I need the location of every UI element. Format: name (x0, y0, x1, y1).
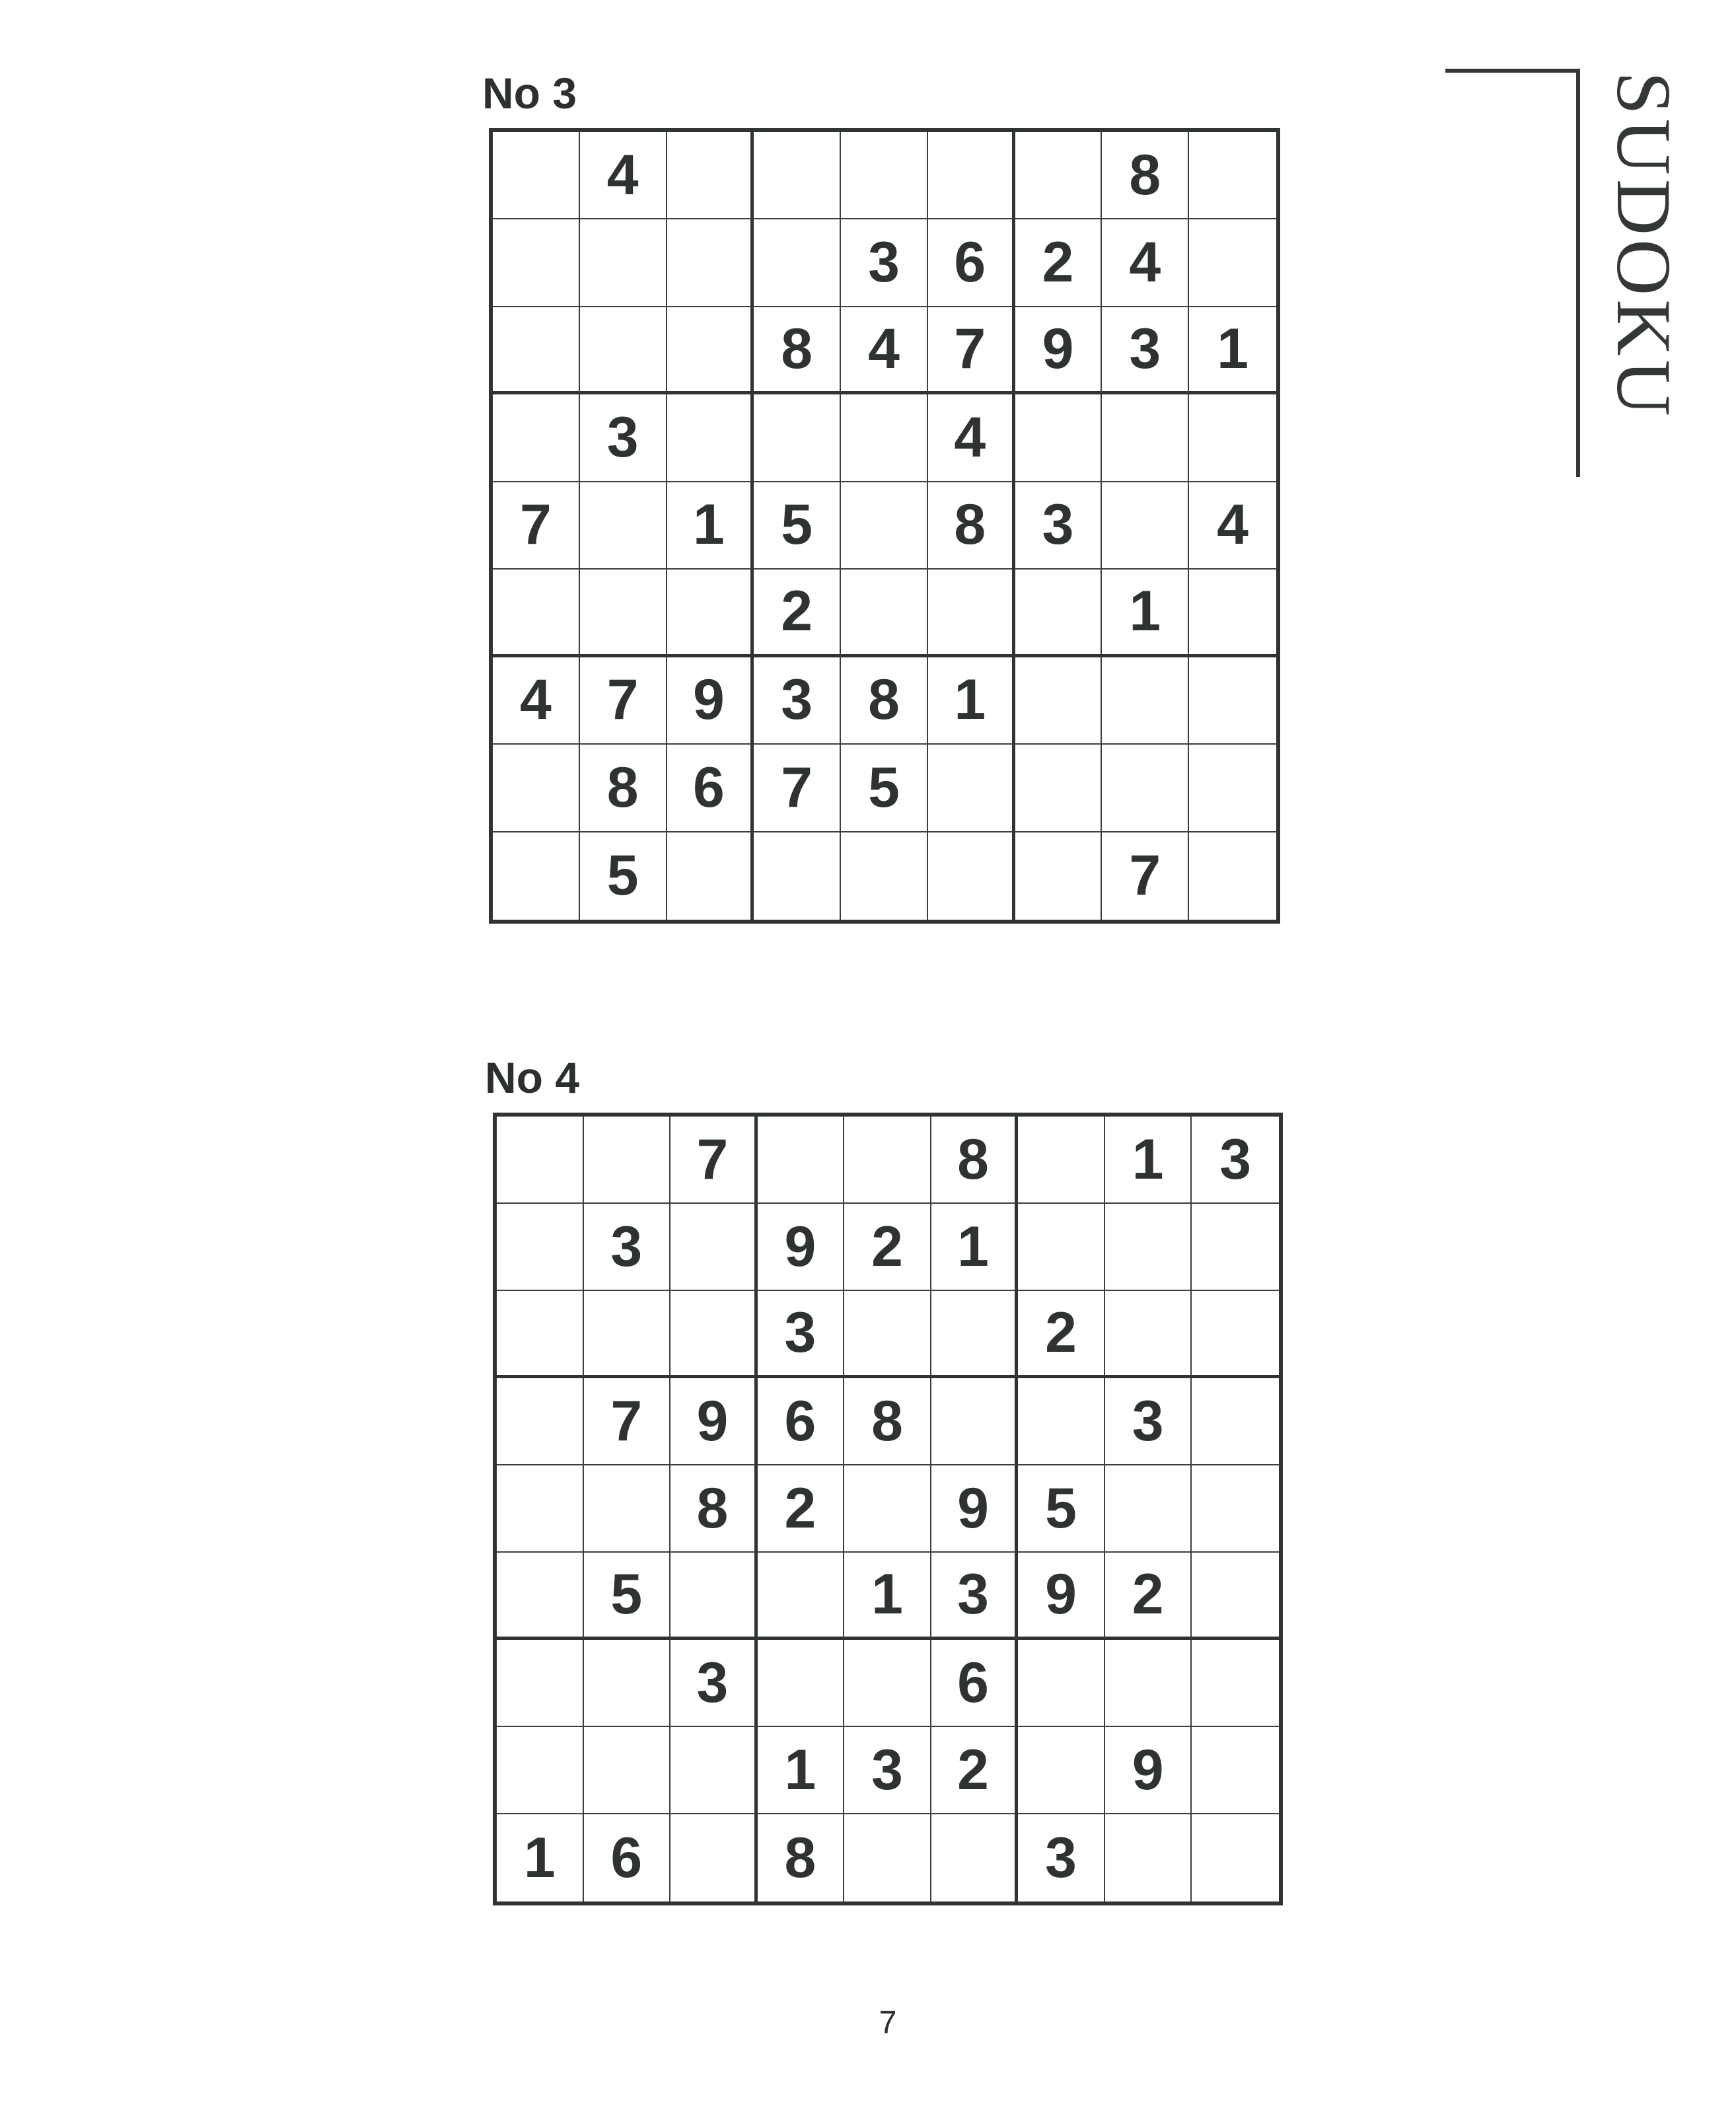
sudoku-cell: 1 (1105, 1117, 1192, 1204)
sudoku-cell: 9 (1018, 1553, 1105, 1640)
sudoku-cell: 8 (580, 745, 667, 832)
sudoku-cell (493, 132, 580, 219)
sudoku-cell: 3 (844, 1727, 931, 1814)
sudoku-cell (1018, 1378, 1105, 1465)
sudoku-cell (1018, 1117, 1105, 1204)
sudoku-cell (493, 394, 580, 482)
sudoku-cell (1102, 482, 1189, 570)
sudoku-cell (841, 132, 928, 219)
sudoku-cell (844, 1640, 931, 1727)
sudoku-cell (584, 1117, 671, 1204)
sudoku-cell: 3 (670, 1640, 758, 1727)
sudoku-cell: 3 (841, 219, 928, 307)
sudoku-cell (1105, 1204, 1192, 1291)
sudoku-cell (497, 1291, 584, 1378)
sudoku-cell (931, 1291, 1019, 1378)
sudoku-cell (497, 1117, 584, 1204)
sudoku-cell: 5 (754, 482, 841, 570)
sudoku-cell: 8 (1102, 132, 1189, 219)
sudoku-cell (844, 1291, 931, 1378)
sudoku-cell (1015, 394, 1103, 482)
sudoku-cell (1192, 1204, 1279, 1291)
sudoku-cell: 5 (584, 1553, 671, 1640)
sudoku-cell (497, 1378, 584, 1465)
sudoku-cell: 9 (670, 1378, 758, 1465)
sudoku-cell (580, 570, 667, 657)
sudoku-cell: 6 (931, 1640, 1019, 1727)
sudoku-cell (1018, 1204, 1105, 1291)
sudoku-cell (754, 394, 841, 482)
sudoku-cell (493, 745, 580, 832)
sudoku-cell: 2 (931, 1727, 1019, 1814)
sudoku-cell (667, 132, 754, 219)
sudoku-cell: 7 (493, 482, 580, 570)
sudoku-cell (841, 482, 928, 570)
sudoku-cell: 8 (844, 1378, 931, 1465)
sudoku-cell: 3 (758, 1291, 845, 1378)
sudoku-cell: 9 (1105, 1727, 1192, 1814)
sudoku-cell (667, 394, 754, 482)
sudoku-cell (1018, 1727, 1105, 1814)
sudoku-cell: 9 (931, 1465, 1019, 1553)
sudoku-cell (1102, 745, 1189, 832)
sudoku-cell (1015, 570, 1103, 657)
sudoku-cell (497, 1640, 584, 1727)
sudoku-cell (497, 1204, 584, 1291)
sudoku-cell (1015, 657, 1103, 745)
sudoku-cell (497, 1465, 584, 1553)
sudoku-cell (670, 1814, 758, 1901)
sudoku-cell (931, 1814, 1019, 1901)
sudoku-cell (1189, 219, 1276, 307)
sudoku-cell (844, 1465, 931, 1553)
sudoku-cell: 3 (1018, 1814, 1105, 1901)
sudoku-cell: 6 (667, 745, 754, 832)
sudoku-cell: 2 (758, 1465, 845, 1553)
brand-frame-vertical-line (1576, 69, 1580, 477)
sudoku-cell (1105, 1465, 1192, 1553)
sudoku-cell (1105, 1814, 1192, 1901)
sudoku-cell (1105, 1291, 1192, 1378)
sudoku-cell (1015, 745, 1103, 832)
sudoku-cell: 3 (580, 394, 667, 482)
sudoku-cell: 3 (1192, 1117, 1279, 1204)
sudoku-cell (670, 1204, 758, 1291)
sudoku-cell (841, 570, 928, 657)
sudoku-cell: 8 (758, 1814, 845, 1901)
sudoku-cell: 7 (754, 745, 841, 832)
sudoku-cell (758, 1117, 845, 1204)
sudoku-cell: 8 (928, 482, 1015, 570)
sudoku-cell (931, 1378, 1019, 1465)
sudoku-cell (584, 1465, 671, 1553)
sudoku-cell (667, 832, 754, 920)
sudoku-cell: 7 (584, 1378, 671, 1465)
sudoku-cell: 2 (1015, 219, 1103, 307)
puzzle-4-grid (493, 1113, 1283, 1905)
sudoku-cell (1102, 657, 1189, 745)
sudoku-cell (1192, 1465, 1279, 1553)
sudoku-cell: 1 (758, 1727, 845, 1814)
sudoku-cell: 2 (844, 1204, 931, 1291)
sudoku-cell: 8 (841, 657, 928, 745)
sudoku-cell (670, 1553, 758, 1640)
sudoku-cell: 3 (931, 1553, 1019, 1640)
sudoku-cell (841, 394, 928, 482)
sudoku-cell (1189, 745, 1276, 832)
sudoku-cell (497, 1727, 584, 1814)
sudoku-cell (667, 570, 754, 657)
sudoku-cell (841, 832, 928, 920)
sudoku-cell: 8 (754, 307, 841, 394)
sudoku-cell: 7 (670, 1117, 758, 1204)
sudoku-cell (580, 307, 667, 394)
sudoku-cell (1189, 132, 1276, 219)
sudoku-cell (670, 1291, 758, 1378)
sudoku-cell: 3 (754, 657, 841, 745)
sudoku-cell (1192, 1640, 1279, 1727)
sudoku-cell: 1 (928, 657, 1015, 745)
sudoku-cell (1192, 1378, 1279, 1465)
sudoku-cell (497, 1553, 584, 1640)
sudoku-cell (493, 832, 580, 920)
sudoku-cell: 4 (1102, 219, 1189, 307)
sudoku-cell: 2 (1105, 1553, 1192, 1640)
sudoku-cell: 5 (1018, 1465, 1105, 1553)
sudoku-cell (493, 570, 580, 657)
sudoku-cell (1192, 1727, 1279, 1814)
sudoku-cell (584, 1727, 671, 1814)
sudoku-cell (584, 1640, 671, 1727)
sudoku-cell: 7 (928, 307, 1015, 394)
sudoku-cell (754, 832, 841, 920)
sudoku-cell: 4 (493, 657, 580, 745)
sudoku-cell (670, 1727, 758, 1814)
sudoku-cell: 4 (1189, 482, 1276, 570)
sudoku-cell: 9 (758, 1204, 845, 1291)
puzzle-3-grid (489, 128, 1280, 924)
sudoku-cell (844, 1814, 931, 1901)
sudoku-cell: 6 (928, 219, 1015, 307)
sudoku-cell: 2 (754, 570, 841, 657)
sudoku-cell (580, 482, 667, 570)
page-number: 7 (879, 2005, 897, 2040)
sudoku-cell (667, 307, 754, 394)
sudoku-cell: 8 (931, 1117, 1019, 1204)
sudoku-cell (1015, 832, 1103, 920)
sudoku-cell (754, 219, 841, 307)
sudoku-cell: 8 (670, 1465, 758, 1553)
sudoku-cell (580, 219, 667, 307)
sudoku-cell: 5 (841, 745, 928, 832)
sudoku-cell: 3 (1102, 307, 1189, 394)
sudoku-cell (1189, 657, 1276, 745)
sudoku-cell (493, 219, 580, 307)
sudoku-cell (844, 1117, 931, 1204)
sudoku-cell (1192, 1814, 1279, 1901)
sudoku-cell (493, 307, 580, 394)
sudoku-cell (1189, 570, 1276, 657)
sudoku-cell (928, 832, 1015, 920)
sudoku-cell (1189, 832, 1276, 920)
sudoku-cell (1105, 1640, 1192, 1727)
sudoku-cell (1015, 132, 1103, 219)
sudoku-cell (1018, 1640, 1105, 1727)
sudoku-cell: 4 (928, 394, 1015, 482)
puzzle-4-label: No 4 (485, 1053, 580, 1102)
sudoku-cell (1192, 1291, 1279, 1378)
sudoku-cell: 3 (1105, 1378, 1192, 1465)
sudoku-cell (928, 132, 1015, 219)
brand-frame-horizontal-line (1445, 69, 1580, 73)
sudoku-cell (928, 745, 1015, 832)
sudoku-cell: 1 (844, 1553, 931, 1640)
sudoku-cell: 6 (584, 1814, 671, 1901)
sudoku-cell: 1 (1189, 307, 1276, 394)
sudoku-cell: 6 (758, 1378, 845, 1465)
sudoku-cell (1192, 1553, 1279, 1640)
sudoku-cell (754, 132, 841, 219)
sudoku-cell (667, 219, 754, 307)
sudoku-cell (584, 1291, 671, 1378)
sudoku-cell (1102, 394, 1189, 482)
sudoku-cell (928, 570, 1015, 657)
sudoku-cell: 1 (497, 1814, 584, 1901)
sudoku-cell: 7 (580, 657, 667, 745)
sudoku-cell: 5 (580, 832, 667, 920)
sudoku-cell (758, 1640, 845, 1727)
sudoku-cell: 4 (841, 307, 928, 394)
sudoku-cell: 9 (667, 657, 754, 745)
sudoku-cell: 3 (1015, 482, 1103, 570)
sudoku-cell: 3 (584, 1204, 671, 1291)
brand-title: SUDOKU (1601, 71, 1687, 420)
sudoku-cell (758, 1553, 845, 1640)
sudoku-cell: 9 (1015, 307, 1103, 394)
sudoku-cell: 2 (1018, 1291, 1105, 1378)
puzzle-3-label: No 3 (482, 69, 577, 118)
sudoku-cell: 1 (667, 482, 754, 570)
sudoku-cell: 7 (1102, 832, 1189, 920)
sudoku-cell (1189, 394, 1276, 482)
sudoku-cell: 1 (931, 1204, 1019, 1291)
sudoku-cell: 4 (580, 132, 667, 219)
sudoku-cell: 1 (1102, 570, 1189, 657)
